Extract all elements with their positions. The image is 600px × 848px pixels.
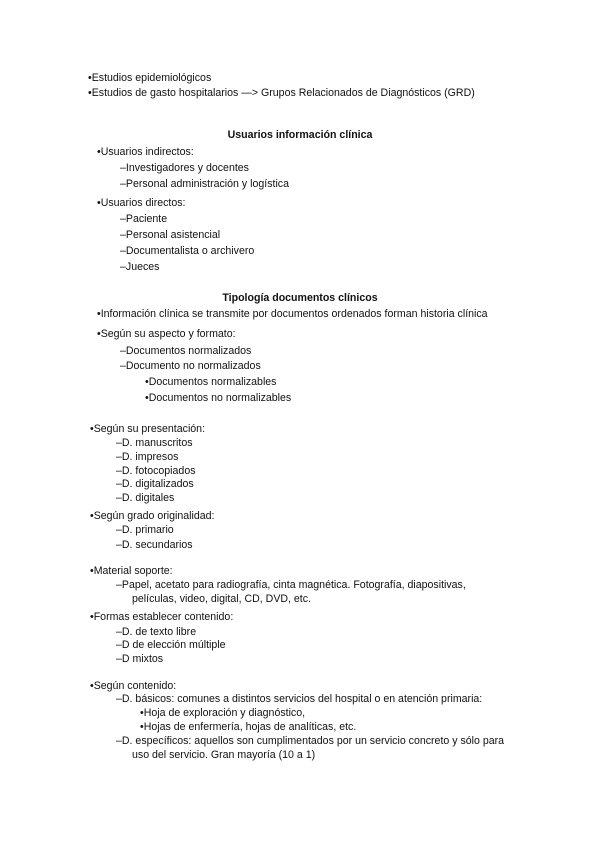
bullet-label: •Según su aspecto y formato: bbox=[97, 328, 236, 340]
bullet-label: •Formas establecer contenido: bbox=[90, 611, 234, 623]
list-item: –Documentos normalizados bbox=[120, 345, 252, 357]
intro-item: •Estudios de gasto hospitalarios —> Grupos Relacionados de Diagnósticos (GRD) bbox=[88, 87, 475, 99]
bullet-label: •Según su presentación: bbox=[90, 423, 206, 435]
section-title-tipologia: Tipología documentos clínicos bbox=[222, 292, 378, 304]
list-item: –Personal administración y logística bbox=[120, 178, 289, 190]
bullet-label: •Usuarios directos: bbox=[97, 197, 186, 209]
sub-item: •Documentos no normalizables bbox=[145, 392, 292, 404]
list-item: –Jueces bbox=[120, 261, 160, 273]
list-item: –D mixtos bbox=[116, 653, 164, 665]
bullet-label: •Según contenido: bbox=[90, 680, 177, 692]
list-item: –D. manuscritos bbox=[116, 437, 193, 449]
list-item: –D. básicos: comunes a distintos servicios del hospital o en atención primaria: bbox=[116, 693, 483, 705]
list-item-continuation: uso del servicio. Gran mayoría (10 a 1) bbox=[132, 749, 316, 761]
intro-item: •Estudios epidemiológicos bbox=[88, 72, 212, 84]
list-item: –Documento no normalizados bbox=[120, 360, 261, 372]
list-item: –Paciente bbox=[120, 213, 168, 225]
bullet-label: •Información clínica se transmite por documentos ordenados forman historia clínica bbox=[97, 308, 488, 320]
bullet-label: •Material soporte: bbox=[90, 565, 173, 577]
section-title-usuarios: Usuarios información clínica bbox=[227, 129, 373, 141]
list-item: –D de elección múltiple bbox=[116, 639, 226, 651]
list-item: –D. secundarios bbox=[116, 539, 193, 551]
list-item: –Investigadores y docentes bbox=[120, 162, 249, 174]
sub-item: •Documentos normalizables bbox=[145, 376, 277, 388]
list-item: –Papel, acetato para radiografía, cinta magnética. Fotografía, diapositivas, bbox=[116, 579, 466, 591]
bullet-label: •Usuarios indirectos: bbox=[97, 146, 194, 158]
list-item: –D. digitales bbox=[116, 492, 175, 504]
list-item: –D. fotocopiados bbox=[116, 465, 196, 477]
list-item-continuation: películas, video, digital, CD, DVD, etc. bbox=[132, 593, 311, 605]
sub-item: •Hoja de exploración y diagnóstico, bbox=[140, 707, 306, 719]
list-item: –D. impresos bbox=[116, 451, 179, 463]
list-item: –D. digitalizados bbox=[116, 478, 194, 490]
bullet-label: •Según grado originalidad: bbox=[90, 510, 215, 522]
list-item: –Personal asistencial bbox=[120, 229, 221, 241]
list-item: –Documentalista o archivero bbox=[120, 245, 255, 257]
sub-item: •Hojas de enfermería, hojas de analíticas, etc. bbox=[140, 721, 357, 733]
list-item: –D. primario bbox=[116, 524, 174, 536]
list-item: –D. de texto libre bbox=[116, 626, 197, 638]
list-item: –D. específicos: aquellos son cumplimentados por un servicio concreto y sólo para bbox=[116, 735, 505, 747]
